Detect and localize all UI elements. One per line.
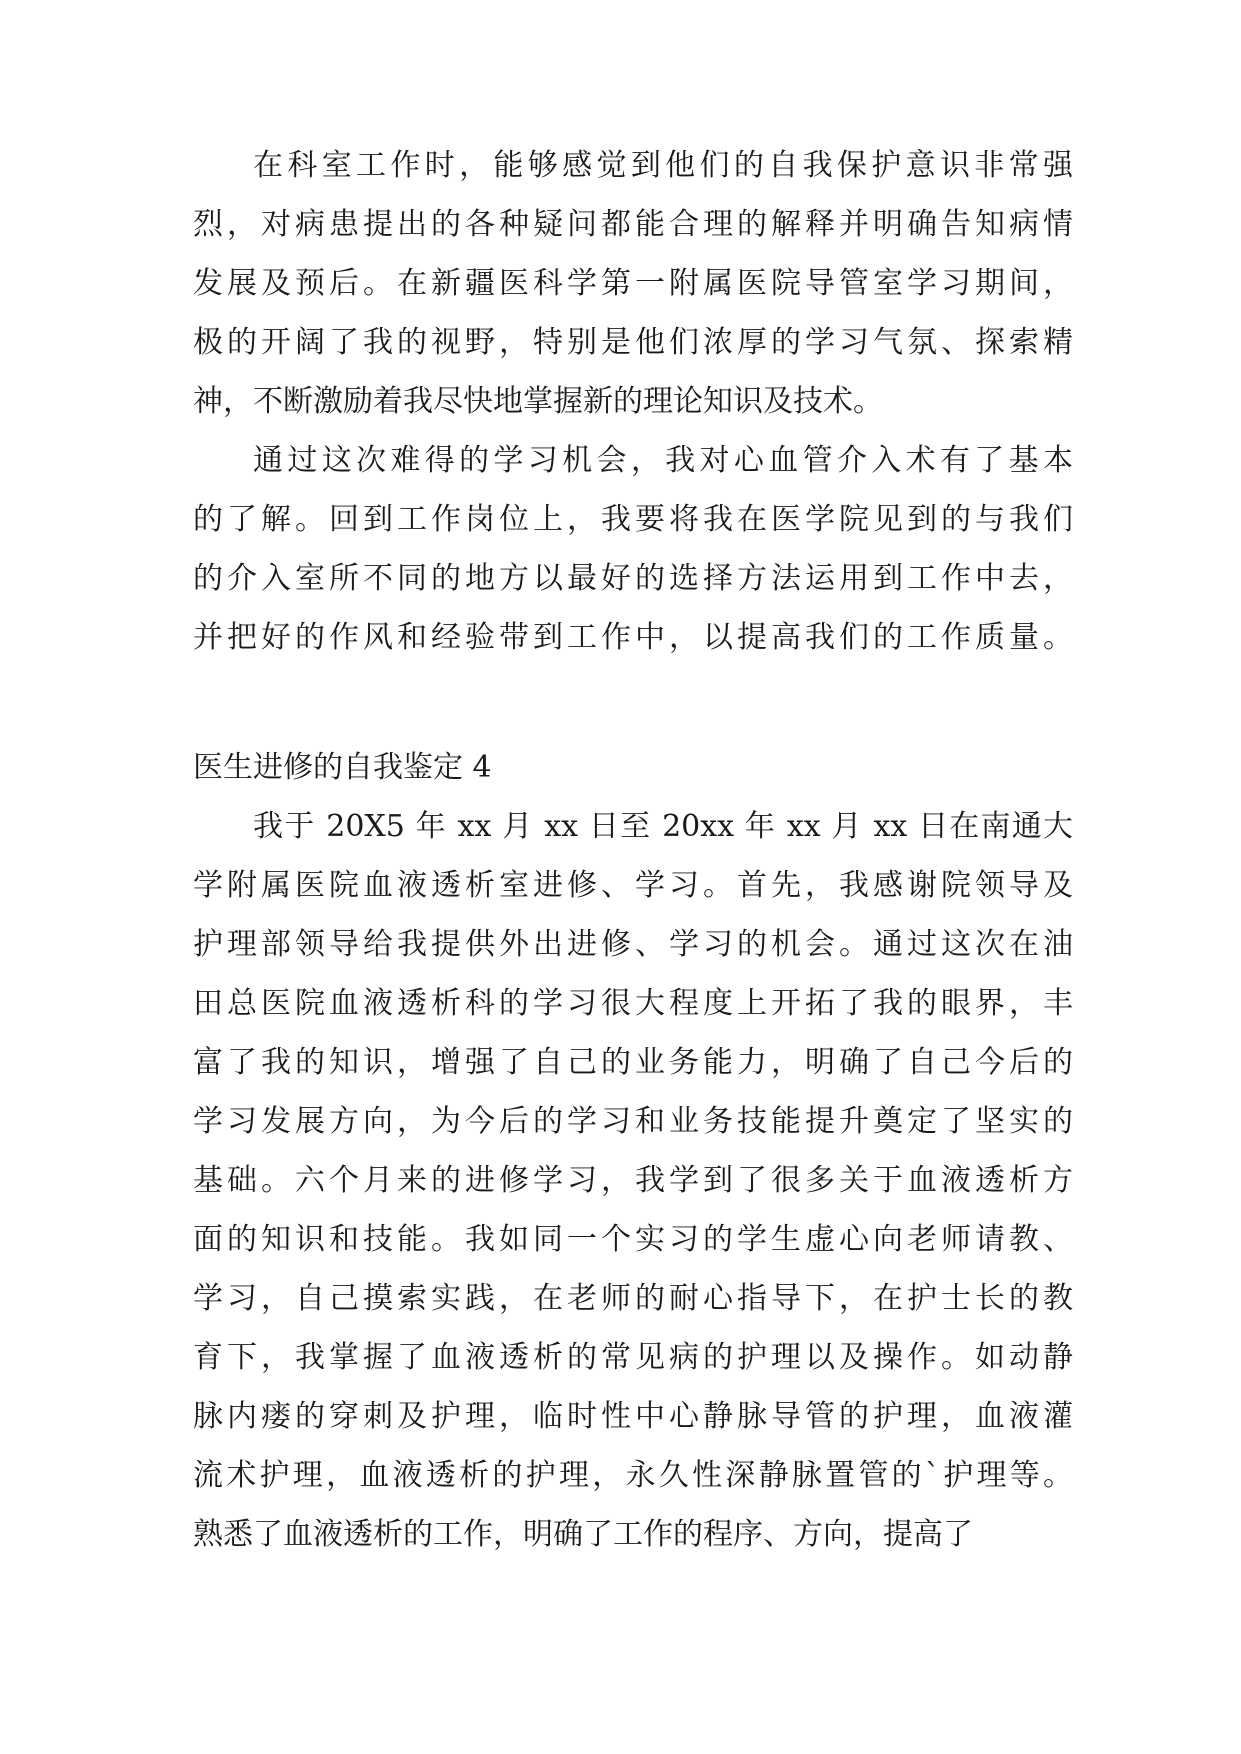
- paragraph-line: 极的开阔了我的视野，特别是他们浓厚的学习气氛、探索精: [193, 325, 1073, 360]
- paragraph-line: 发展及预后。在新疆医科学第一附属医院导管室学习期间，: [193, 266, 1073, 301]
- paragraph-line: 学习发展方向，为今后的学习和业务技能提升奠定了坚实的: [193, 1104, 1073, 1139]
- section-heading: 医生进修的自我鉴定 4: [193, 750, 492, 785]
- paragraph-line: 在科室工作时，能够感觉到他们的自我保护意识非常强: [253, 148, 1073, 183]
- paragraph-line: 我于 20X5 年 xx 月 xx 日至 20xx 年 xx 月 xx 日在南通大: [253, 809, 1073, 844]
- paragraph-line: 护理部领导给我提供外出进修、学习的机会。通过这次在油: [193, 927, 1073, 962]
- paragraph-line: 熟悉了血液透析的工作，明确了工作的程序、方向，提高了: [193, 1517, 973, 1552]
- paragraph-line: 并把好的作风和经验带到工作中，以提高我们的工作质量。: [193, 620, 1073, 655]
- paragraph-line: 富了我的知识，增强了自己的业务能力，明确了自己今后的: [193, 1045, 1073, 1080]
- paragraph-line: 的了解。回到工作岗位上，我要将我在医学院见到的与我们: [193, 502, 1073, 537]
- paragraph-line: 通过这次难得的学习机会，我对心血管介入术有了基本: [253, 443, 1073, 478]
- paragraph-line: 烈，对病患提出的各种疑问都能合理的解释并明确告知病情: [193, 207, 1073, 242]
- paragraph-line: 基础。六个月来的进修学习，我学到了很多关于血液透析方: [193, 1163, 1073, 1198]
- paragraph-line: 学习，自己摸索实践，在老师的耐心指导下，在护士长的教: [193, 1281, 1073, 1316]
- paragraph-line: 面的知识和技能。我如同一个实习的学生虚心向老师请教、: [193, 1222, 1073, 1257]
- paragraph-line: 的介入室所不同的地方以最好的选择方法运用到工作中去，: [193, 561, 1073, 596]
- paragraph-line: 脉内瘘的穿刺及护理，临时性中心静脉导管的护理，血液灌: [193, 1399, 1073, 1434]
- paragraph-line: 育下，我掌握了血液透析的常见病的护理以及操作。如动静: [193, 1340, 1073, 1375]
- paragraph-line: 神，不断激励着我尽快地掌握新的理论知识及技术。: [193, 384, 883, 419]
- paragraph-line: 流术护理，血液透析的护理，永久性深静脉置管的`护理等。: [193, 1458, 1073, 1493]
- paragraph-line: 学附属医院血液透析室进修、学习。首先，我感谢院领导及: [193, 868, 1073, 903]
- paragraph-line: 田总医院血液透析科的学习很大程度上开拓了我的眼界，丰: [193, 986, 1073, 1021]
